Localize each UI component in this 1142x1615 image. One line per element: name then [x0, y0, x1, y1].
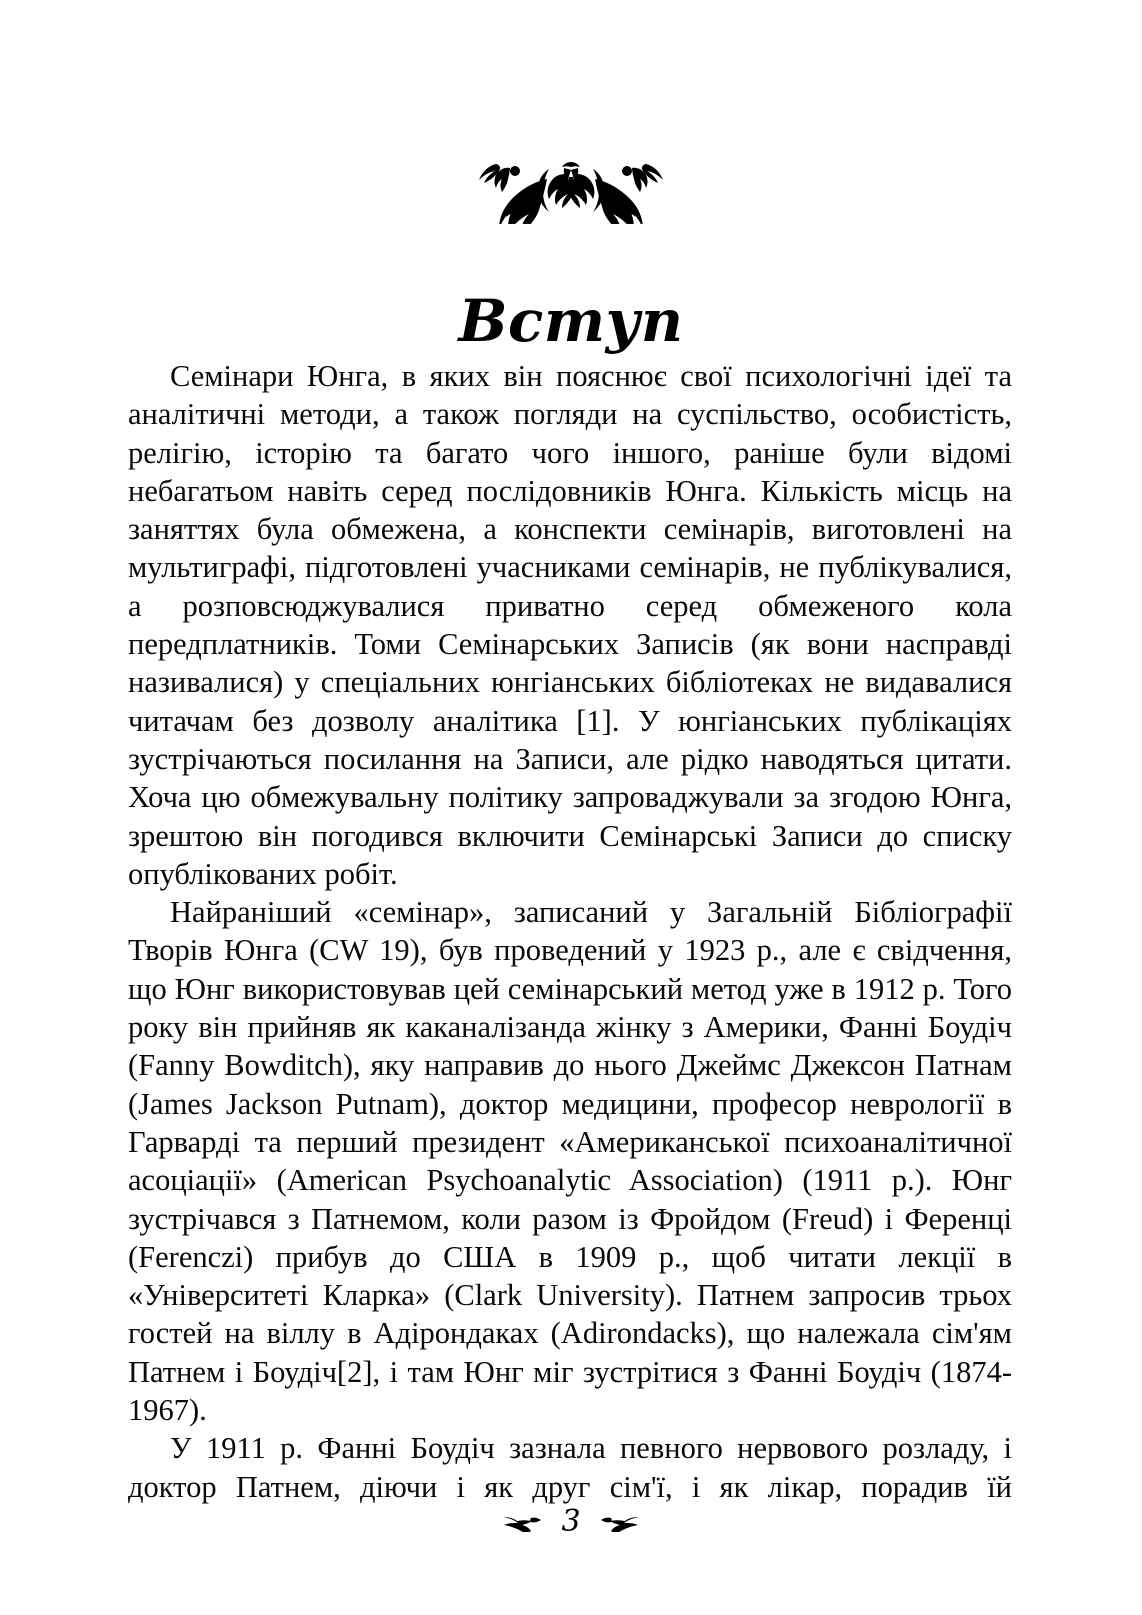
- leaf-flourish-left-icon: [501, 1512, 545, 1532]
- body-paragraph-2: Найраніший «семінар», записаний у Загальній Бібліографії Творів Юнга (CW 19), був проведений у 1923 р., але є свідчення, що Юнг використовував цей семінарський метод уже в 1912 р. Того року він прийняв як каканалізанда жінку з Америки, Фанні Боудіч (Fanny Bowditch), яку направив до нього Джеймс Джексон Патнам (James Jackson Putnam), доктор медицини, професор неврології в Гарварді та перший президент «Американської психоаналітичної асоціації» (American Psychoanalytic Association) (1911 р.). Юнг зустрічався з Патнемом, коли разом із Фройдом (Freud) і Ференці (Ferenczi) прибув до США в 1909 р., щоб читати лекції в «Університеті Кларка» (Clark University). Патнем запросив трьох гостей на віллу в Адірондаках (Adirondacks), що належала сім'ям Патнем і Боудіч[2], і там Юнг міг зустрітися з Фанні Боудіч (1874-1967).: [128, 895, 1012, 1428]
- body-paragraph-1: Семінари Юнга, в яких він пояснює свої психологічні ідеї та аналітичні методи, а також погляди на суспільство, особистість, релігію, історію та багато чого іншого, раніше були відомі небагатьом навіть серед послідовників Юнга. Кількість місць на заняттях була обмежена, а конспекти семінарів, виготовлені на мультиграфі, підготовлені учасниками семінарів, не публікувалися, а розповсюджувалися приватно серед обмеженого кола передплатників. Томи Семінарських Записів (як вони насправді називалися) у спеціальних юнгіанських бібліотеках не видавалися читачам без дозволу аналітика [1]. У юнгіанських публікаціях зустрічаються посилання на Записи, але рідко наводяться цитати. Хоча цю обмежувальну політику запроваджували за згодою Юнга, зрештою він погодився включити Семінарські Записи до списку опублікованих робіт.: [128, 359, 1012, 891]
- body-text-column: [128, 357, 1012, 1506]
- leaf-flourish-right-icon: [597, 1512, 641, 1532]
- header-ornament: [0, 152, 1142, 224]
- body-paragraph-3: У 1911 р. Фанні Боудіч зазнала певного нервового розладу, і доктор Патнем, діючи і як друг сім'ї, і як лікар, порадив їй: [128, 1431, 1012, 1504]
- chapter-title: Вступ: [458, 286, 684, 355]
- page-number: 3: [561, 1504, 581, 1539]
- page-footer: [0, 1504, 1142, 1539]
- floral-flourish-ornament-icon: [452, 152, 690, 224]
